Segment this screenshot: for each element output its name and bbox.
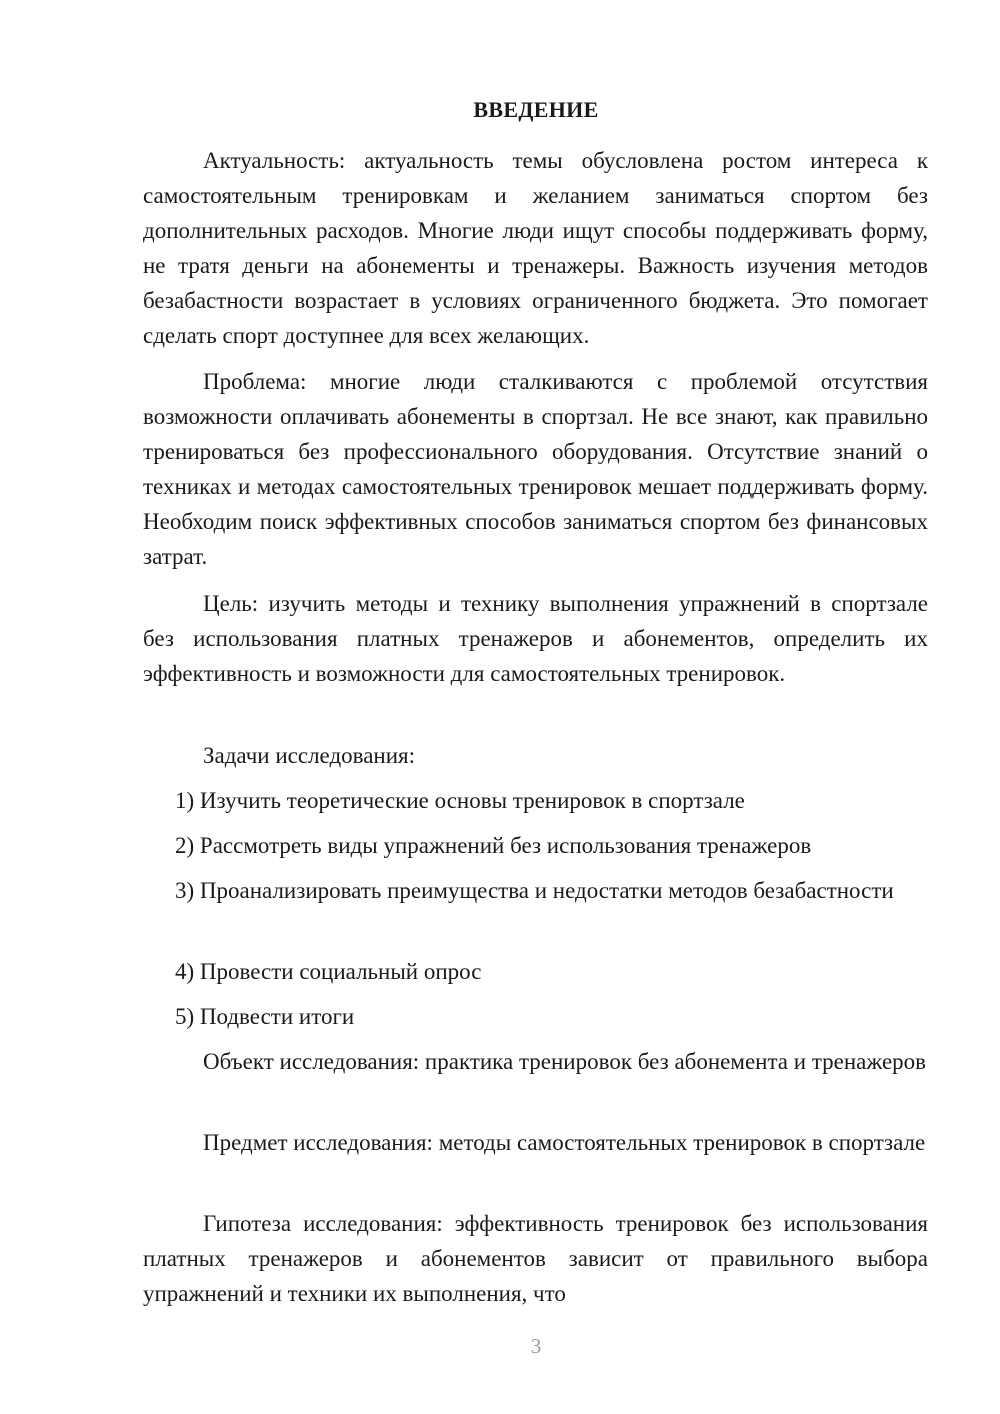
task-item-3: 3) Проанализировать преимущества и недостатки методов безабастности [175,878,894,903]
paragraph-hypothesis: Гипотеза исследования: эффективность тренировок без использования платных тренажеров и абонементов зависит от правильного выбора упражнений и техники их выполнения, что [143,1211,928,1306]
task-item-5: 5) Подвести итоги [175,1004,355,1029]
paragraph-problem: Проблема: многие люди сталкиваются с проблемой отсутствия возможности оплачивать абонементы в спортзал. Не все знают, как правильно тренироваться без профессионального оборудования. Отсутствие знаний о техниках и методах самостоятельных тренировок мешает поддерживать форму. Необходим поиск эффективных способов заниматься спортом без финансовых затрат. [143,369,928,569]
paragraph-subject: Предмет исследования: методы самостоятельных тренировок в спортзале [203,1130,926,1155]
paragraph-goal: Цель: изучить методы и технику выполнения упражнений в спортзале без использования платных тренажеров и абонементов, определить их эффективность и возможности для самостоятельных тренировок. [143,591,928,686]
page-number: 3 [530,1334,542,1358]
tasks-heading: Задачи исследования: [203,743,416,768]
task-item-1: 1) Изучить теоретические основы тренировок в спортзале [175,788,745,813]
paragraph-relevance: Актуальность: актуальность темы обусловлена ростом интереса к самостоятельным тренировкам и желанием заниматься спортом без дополнительных расходов. Многие люди ищут способы поддерживать форму, не тратя деньги на абонементы и тренажеры. Важность изучения методов безабастности возрастает в условиях ограниченного бюджета. Это помогает сделать спорт доступнее для всех желающих. [143,148,928,348]
section-title: ВВЕДЕНИЕ [473,97,599,122]
paragraph-object: Объект исследования: практика тренировок без абонемента и тренажеров [203,1049,927,1074]
task-item-2: 2) Рассмотреть виды упражнений без использования тренажеров [175,833,812,858]
task-item-4: 4) Провести социальный опрос [175,959,482,984]
